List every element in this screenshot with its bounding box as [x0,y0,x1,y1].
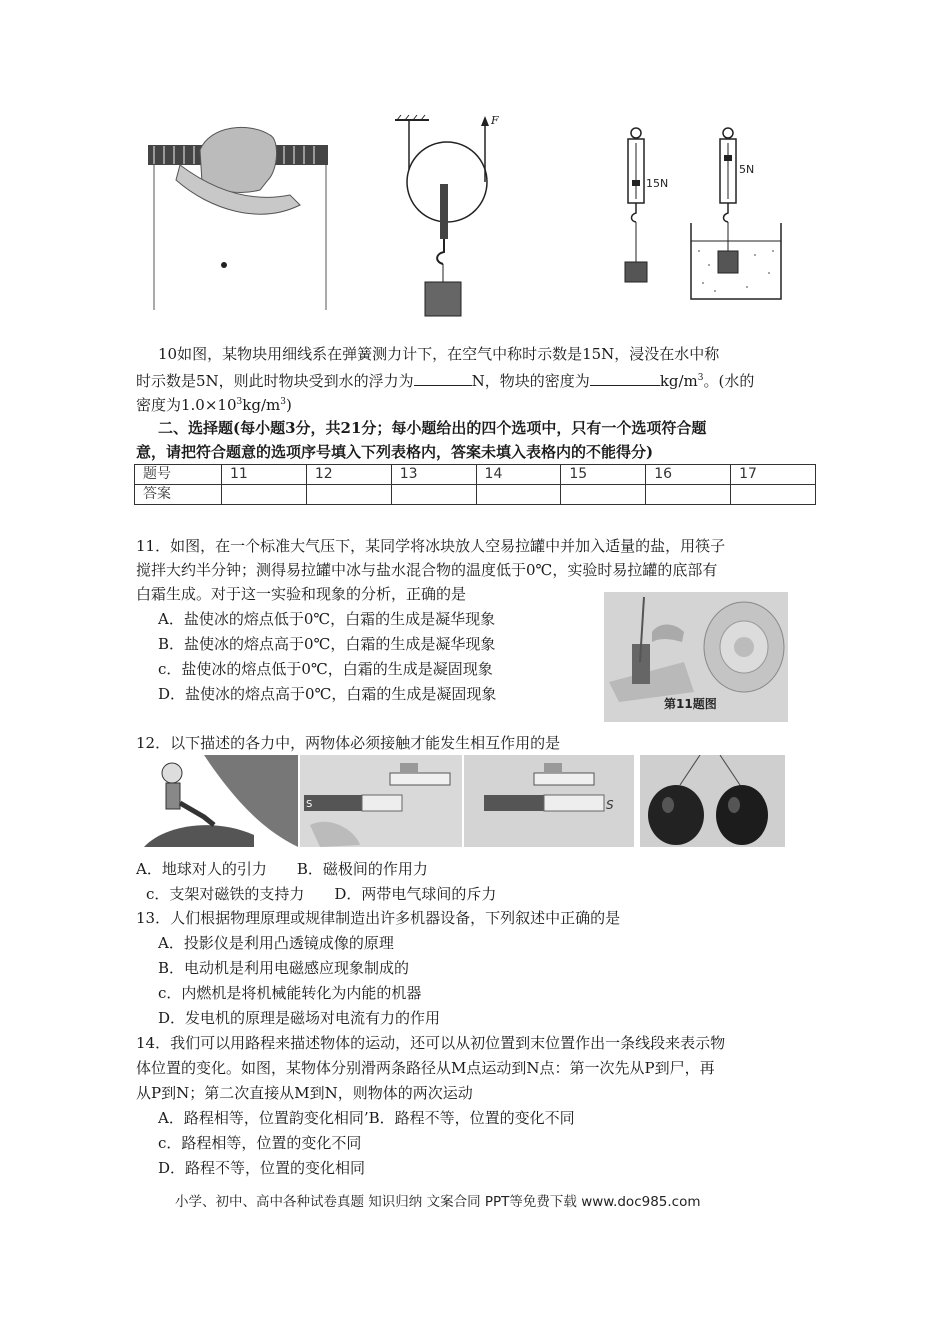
q12-options-line1: A．地球对人的引力 B．磁极间的作用力 [136,860,428,878]
table-cell: 13 [391,465,476,485]
answer-table [134,464,816,505]
q13-option-b: B．电动机是利用电磁感应现象制成的 [158,959,410,977]
q14-line3: 从P到N；第二次直接从M到N，则物体的两次运动 [136,1084,473,1102]
q10-blank-density[interactable] [590,370,660,386]
q11-photo [604,592,788,722]
q14-option-c: c．路程相等，位置的变化不同 [158,1134,362,1152]
answer-cell-11[interactable] [222,485,307,505]
q11-option-c: c．盐使冰的熔点低于0℃，白霜的生成是凝固现象 [158,660,493,678]
table-cell: 12 [306,465,391,485]
q12-stem: 12．以下描述的各力中，两物体必须接触才能发生相互作用的是 [136,734,561,752]
q12-photo-charged-balloons [640,755,785,847]
section2-line1: 二、选择题(每小题3分，共21分；每小题给出的四个选项中，只有一个选项符合题 [158,419,707,437]
answer-cell-16[interactable] [646,485,731,505]
answer-table-header-row [135,465,816,485]
answer-table-answer-row [135,485,816,505]
table-cell: 17 [731,465,816,485]
q10-line2-b: N，物块的密度为 [471,372,590,390]
q10-line2: 时示数是5N，则此时物块受到水的浮力为 N，物块的密度为 $kg/m^3$。(水的 [136,372,755,390]
table-cell: 14 [476,465,561,485]
spring-scale-water-figure [685,125,795,305]
q14-option-d: D．路程不等，位置的变化相同 [158,1159,366,1177]
q11-line3: 白霜生成。对于这一实验和现象的分析，正确的是 [136,585,467,603]
q10-line1: 10如图，某物块用细线系在弹簧测力计下，在空气中称时示数是15N，浸没在水中称 [158,345,720,363]
answer-cell-15[interactable] [561,485,646,505]
q14-option-a-b: A．路程相等，位置韵变化相同’B．路程不等，位置的变化不同 [158,1109,575,1127]
answer-cell-12[interactable] [306,485,391,505]
q11-option-b: B．盐使冰的熔点高于0℃，白霜的生成是凝华现象 [158,635,496,653]
answer-cell-17[interactable] [731,485,816,505]
scale-air-label: 15N [646,177,669,190]
q11-option-d: D．盐使冰的熔点高于0℃，白霜的生成是凝固现象 [158,685,497,703]
q10-unit: kg/m [659,372,698,390]
pulley-figure [385,112,505,322]
q10-line3-c: ) [285,396,292,414]
q11-figure-caption: 第11题图 [664,697,717,711]
page-footer: 小学、初中、高中各种试卷真题 知识归纳 文案合同 PPT等免费下载 www.doc985.com [175,1194,701,1210]
spring-scale-air-figure [610,125,680,300]
hand-rod-figure [140,110,340,320]
scale-water-label: 5N [739,163,755,176]
q10-line2-c: 。(水的 [703,372,755,390]
q13-option-c: c．内燃机是将机械能转化为内能的机器 [158,984,422,1002]
q12-magnet-label-1: S [306,799,313,810]
section2-line2: 意，请把符合题意的选项序号填入下列表格内，答案未填入表格内的不能得分) [136,443,654,461]
q14-line1: 14．我们可以用路程来描述物体的运动，还可以从初位置到末位置作出一条线段来表示物 [136,1034,726,1052]
q13-stem: 13．人们根据物理原理或规律制造出许多机器设备，下列叙述中正确的是 [136,909,621,927]
answer-cell-13[interactable] [391,485,476,505]
q12-photo-earth-person [144,755,298,847]
answer-cell-14[interactable] [476,485,561,505]
q14-line2: 体位置的变化。如图，某物体分别滑两条路径从M点运动到N点：第一次先从P到尸，再 [136,1059,715,1077]
q13-option-a: A．投影仪是利用凸透镜成像的原理 [158,934,394,952]
q12-photo-magnets-support [464,755,634,847]
q12-photo-magnets-attract [300,755,462,847]
q11-line2: 搅拌大约半分钟；测得易拉罐中冰与盐水混合物的温度低于0℃，实验时易拉罐的底部有 [136,561,718,579]
q11-option-a: A．盐使冰的熔点低于0℃，白霜的生成是凝华现象 [158,610,496,628]
q11-line1: 11．如图，在一个标准大气压下，某同学将冰块放人空易拉罐中并加入适量的盐，用筷子 [136,537,726,555]
q10-blank-buoyancy[interactable] [414,370,472,386]
q10-line3-b: kg/m [242,396,281,414]
table-cell: 答案 [135,485,222,505]
q10-line2-a: 时示数是5N，则此时物块受到水的浮力为 [136,372,414,390]
q10-line3: 密度为$1.0\times 10^3kg/m^3$) [136,396,292,414]
pulley-force-label: F [491,114,499,127]
q12-magnet-label-2: S [606,798,614,812]
q10-line3-a: 密度为1.0×10 [136,396,237,414]
q13-option-d: D．发电机的原理是磁场对电流有力的作用 [158,1009,441,1027]
table-cell: 题号 [135,465,222,485]
q12-options-line2: c．支架对磁铁的支持力 D．两带电气球间的斥力 [146,885,497,903]
table-cell: 11 [222,465,307,485]
table-cell: 16 [646,465,731,485]
table-cell: 15 [561,465,646,485]
